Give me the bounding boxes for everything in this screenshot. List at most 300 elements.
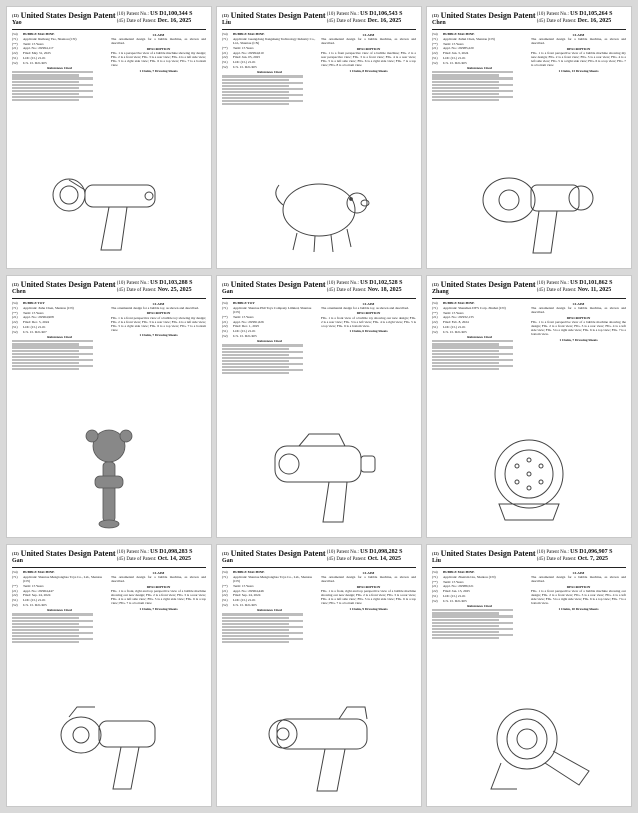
filed-date: Jan. 13, 2025 <box>451 589 470 594</box>
claim-heading: CLAIM <box>572 571 585 575</box>
application-number: 29/994,610 <box>248 50 264 55</box>
uscl-tag-label: (52) <box>432 329 438 334</box>
filed-tag-label: (22) <box>12 593 18 598</box>
description-heading: DESCRIPTION <box>566 584 591 589</box>
applicant: Guangdong Jiangsheng Technology Industry Co., Ltd., Shantou (CN) <box>233 36 316 45</box>
figure-caption: 1 Claim, 7 Drawing Sheets <box>139 606 178 611</box>
patent-title: United States Design Patent <box>20 549 116 558</box>
claim-text: The ornamental design for a bubble machine, as shown and described. <box>531 37 626 46</box>
description-heading: DESCRIPTION <box>146 311 171 316</box>
figure-caption: 1 Claim, 7 Drawing Sheets <box>139 333 178 338</box>
patent-no-label: Patent No.: <box>126 550 149 555</box>
description-text: FIG. 1 is a perspective view of a bubble machine showing my design; FIG. 2 is a front view; FIG. 3 is a rear view; FIG. 4 is a left side view; FIG. 5 is a right side view; FIG. 6 is a top view; FIG. 7 is a bottom view. <box>111 50 206 68</box>
appl-tag-label: (21) <box>432 315 438 320</box>
applicant: Shenzhen DYS Corp. Zhuhai (CN) <box>458 305 506 310</box>
filed-label-label: Filed: <box>23 320 31 325</box>
term: 15 Years <box>31 310 44 315</box>
filed-date: Feb. 8, 2024 <box>451 320 469 325</box>
claim-text: The ornamental design for a bubble machine, as shown and described. <box>321 37 416 46</box>
appl-tag-label: (21) <box>432 584 438 589</box>
filed-tag-label: (22) <box>222 593 228 598</box>
appl-tag-label: (21) <box>222 319 228 324</box>
applicant-tag-label: (71) <box>432 305 438 310</box>
patent-no-label: Patent No.: <box>546 281 569 286</box>
term-label-label: Term: <box>23 583 32 588</box>
references-heading: References Cited <box>467 604 492 609</box>
loc-class: 21-01 <box>37 324 46 329</box>
filed-tag-label: (22) <box>222 324 228 329</box>
appl-tag-label: (21) <box>222 50 228 55</box>
claim-heading: CLAIM <box>362 302 375 306</box>
term: 15 Years <box>451 41 464 46</box>
term: 15 Years <box>451 579 464 584</box>
subject-tag-label: (54) <box>222 301 228 305</box>
term-tag-label: (**) <box>12 583 18 588</box>
appl-tag-label: (21) <box>12 588 18 593</box>
uscl-tag-label: (52) <box>432 598 438 603</box>
term: 15 Years <box>31 583 44 588</box>
patent-page-2[interactable] <box>216 6 422 269</box>
patent-page-7[interactable] <box>6 544 212 807</box>
applicant-label-label: Applicant: <box>233 305 248 310</box>
loc-tag-label: (51) <box>432 324 438 329</box>
description-text: FIG. 1 is a front, right and top perspective view of a bubble machine showing our new design; FIG. 2 is a front view; FIG. 3 is a rear view; FIG. 4 is a left side view; FIG. 5 is a right side view; FIG. 6 is a top view; FIG. 7 is a bottom view. <box>321 588 416 606</box>
patent-header: $^{(12)}$ United States Design Patent Yao (10) Patent No.: US D1,100,344 S (45) Date of Patent: Dec. 16, 2025 <box>12 11 206 30</box>
claim-heading: CLAIM <box>152 302 165 306</box>
us-class: D21/405 <box>34 60 47 65</box>
subject: BUBBLE MACHINE <box>443 570 475 574</box>
subject-tag-label: (54) <box>222 32 228 36</box>
filed-tag-label: (22) <box>432 320 438 325</box>
subject: BUBBLE MACHINE <box>23 570 55 574</box>
date-label: Date of Patent: <box>546 288 577 293</box>
application-number: 29/985,220 <box>458 46 474 51</box>
term: 15 Years <box>451 310 464 315</box>
term-tag-label: (**) <box>432 41 438 46</box>
appl-label-label: Appl. No.: <box>443 315 458 320</box>
patent-no-label: Patent No.: <box>126 12 149 17</box>
patent-header: $^{(12)}$ United States Design Patent Gan (10) Patent No.: US D1,102,528 S (45) Date of Patent: Nov. 18, 2025 <box>222 280 416 299</box>
patent-date: Dec. 16, 2025 <box>367 18 402 24</box>
applicant: Shantou Phil Toys Company Limited, Shantou (CN) <box>233 305 312 314</box>
references-heading: References Cited <box>467 66 492 71</box>
filed-label-label: Filed: <box>23 593 31 598</box>
term-label-label: Term: <box>233 314 242 319</box>
inventor-name: Yao <box>12 20 22 26</box>
applicant-tag-label: (71) <box>12 574 18 579</box>
appl-label-label: Appl. No.: <box>23 46 38 51</box>
filed-label-label: Filed: <box>443 589 451 594</box>
date-label: Date of Patent: <box>546 19 577 24</box>
filed-tag-label: (22) <box>12 51 18 56</box>
term: 15 Years <box>31 41 44 46</box>
filed-date: Sep. 24, 2024 <box>31 593 51 598</box>
application-number: 29/964,446 <box>248 588 264 593</box>
term-label-label: Term: <box>443 310 452 315</box>
subject: BUBBLE MACHINE <box>233 32 265 36</box>
patent-page-9[interactable] <box>426 544 632 807</box>
subject-tag-label: (54) <box>12 301 18 305</box>
description-text: FIG. 1 is a front perspective view of a bubble machine; FIG. 2 is a rear perspective view; FIG. 3 is a front view; FIG. 4 is a rear view; FIG. 5 is a left side view; FIG. 6 is a right side view; FIG. 7 is a top view; FIG. 8 is a bottom view. <box>321 50 416 68</box>
loc-class: 21-01 <box>457 593 466 598</box>
filed-tag-label: (22) <box>432 589 438 594</box>
applicant: Zhenxin Liu, Shantou (CN) <box>458 574 496 579</box>
drawing-bubble-cannon <box>429 154 629 266</box>
appl-label-label: Appl. No.: <box>233 319 248 324</box>
patent-date: Oct. 14, 2025 <box>157 556 191 562</box>
loc-class: 21-01 <box>37 55 46 60</box>
loc-tag-label: (51) <box>222 329 228 334</box>
loc-tag-label: (51) <box>12 598 18 603</box>
loc-label-label: LOC (Cl.) <box>23 324 37 329</box>
patent-header: $^{(12)}$ United States Design Patent Liu (10) Patent No.: US D1,096,907 S (45) Date of Patent: Oct. 7, 2025 <box>432 549 626 568</box>
applicant: Shantou Mengtongbao Toys Co., Ltd., Shantou (CN) <box>23 574 103 583</box>
appl-label-label: Appl. No.: <box>443 46 458 51</box>
term-label-label: Term: <box>443 41 452 46</box>
applicant: Jiahe Chen, Shantou (CN) <box>38 305 74 310</box>
description-heading: DESCRIPTION <box>146 46 171 51</box>
uscl-tag-label: (52) <box>222 333 228 338</box>
uscl-label-label: U.S. Cl. <box>443 329 454 334</box>
patent-number: US D1,098,282 S <box>360 549 403 555</box>
references-heading: References Cited <box>47 335 72 340</box>
filed-date: Sep. 24, 2024 <box>241 593 261 598</box>
uscl-label-label: U.S. Cl. <box>443 598 454 603</box>
patent-header: $^{(12)}$ United States Design Patent Liu (10) Patent No.: US D1,106,543 S (45) Date of Patent: Dec. 16, 2025 <box>222 11 416 30</box>
term-tag-label: (**) <box>12 41 18 46</box>
loc-class: 21-01 <box>37 598 46 603</box>
term-tag-label: (**) <box>222 314 228 319</box>
patent-number: US D1,096,907 S <box>570 549 613 555</box>
us-class: D21/405 <box>454 598 467 603</box>
figure-caption: 1 Claim, 6 Drawing Sheets <box>349 329 388 334</box>
claim-text: The ornamental design for a bubble machine, as shown and described. <box>321 575 416 584</box>
loc-class: 21-01 <box>457 324 466 329</box>
term-label-label: Term: <box>23 310 32 315</box>
term-label-label: Term: <box>23 41 32 46</box>
loc-class: 21-01 <box>457 55 466 60</box>
loc-tag-label: (51) <box>12 324 18 329</box>
claim-text: The ornamental design for a bubble toy, as shown and described. <box>321 306 409 311</box>
applicant-tag-label: (71) <box>12 36 18 41</box>
figure-caption: 1 Claim, 7 Drawing Sheets <box>559 337 598 342</box>
subject: BUBBLE MACHINE <box>233 570 265 574</box>
term-label-label: Term: <box>443 579 452 584</box>
filed-label-label: Filed: <box>233 55 241 60</box>
uscl-tag-label: (52) <box>12 60 18 65</box>
term-tag-label: (**) <box>222 45 228 50</box>
subject-tag-label: (54) <box>12 570 18 574</box>
uscl-label-label: U.S. Cl. <box>233 333 244 338</box>
description-text: FIG. 1 is a front perspective view of a bubble machine showing our design; FIG. 2 is a front view; FIG. 3 is a rear view; FIG. 4 is a left side view; FIG. 5 is a right side view; FIG. 6 is a top view; FIG. 7 is a bottom view. <box>531 588 626 606</box>
date-label: Date of Patent: <box>126 557 157 562</box>
term-label-label: Term: <box>233 583 242 588</box>
application-number: 29/994,117 <box>38 46 54 51</box>
description-heading: DESCRIPTION <box>356 46 381 51</box>
patent-number: US D1,102,528 S <box>360 280 403 286</box>
appl-label-label: Appl. No.: <box>233 50 248 55</box>
applicant-label-label: Applicant: <box>443 574 458 579</box>
applicant-label-label: Applicant: <box>23 305 38 310</box>
drawing-bubble-blaster <box>219 423 419 535</box>
patent-number: US D1,098,283 S <box>150 549 193 555</box>
appl-tag-label: (21) <box>222 588 228 593</box>
subject: BUBBLE MACHINE <box>443 32 475 36</box>
subject-tag-label: (54) <box>432 301 438 305</box>
filed-date: Jun. 3, 2024 <box>451 51 469 56</box>
patent-date: Oct. 14, 2025 <box>367 556 401 562</box>
patent-no-label: Patent No.: <box>336 550 359 555</box>
loc-tag-label: (51) <box>12 55 18 60</box>
term-tag-label: (**) <box>432 579 438 584</box>
patent-date: Oct. 7, 2025 <box>577 556 608 562</box>
filed-date: Jun. 05, 2025 <box>241 55 261 60</box>
inventor-name: Liu <box>432 558 442 564</box>
claim-text: The ornamental design for a bubble machine, as shown and described. <box>111 37 206 46</box>
uscl-label-label: U.S. Cl. <box>443 60 454 65</box>
subject: BUBBLE MACHINE <box>443 301 475 305</box>
references-heading: References Cited <box>257 70 282 75</box>
us-class: D21/407 <box>34 329 47 334</box>
uscl-tag-label: (52) <box>222 602 228 607</box>
applicant-label-label: Applicant: <box>233 574 248 579</box>
filed-date: Dec. 1, 2025 <box>241 324 260 329</box>
description-text: FIG. 1 is a front, right and top perspective view of a bubble machine showing our new design; FIG. 2 is a front view; FIG. 3 is a rear view; FIG. 4 is a left side view; FIG. 5 is a right side view; FIG. 6 is a top view; FIG. 7 is a bottom view. <box>111 588 206 606</box>
subject-tag-label: (54) <box>432 570 438 574</box>
loc-label-label: LOC (Cl.) <box>443 593 457 598</box>
drawing-bubble-wand <box>9 423 209 535</box>
applicant: Shantou Mengtongbao Toys Co., Ltd., Shantou (CN) <box>233 574 313 583</box>
appl-label-label: Appl. No.: <box>443 584 458 589</box>
patent-date: Dec. 16, 2025 <box>577 18 612 24</box>
loc-tag-label: (51) <box>432 55 438 60</box>
date-label: Date of Patent: <box>336 19 367 24</box>
loc-label-label: LOC (Cl.) <box>233 329 247 334</box>
applicant-label-label: Applicant: <box>443 36 458 41</box>
term: 15 Years <box>241 314 254 319</box>
description-text: FIG. 1 is a front perspective view of a bubble machine showing the design; FIG. 2 is a front view; FIG. 3 is a rear view; FIG. 4 is a left side view; FIG. 5 is a right side view; FIG. 6 is a top view; FIG. 7 is a bottom view. <box>531 319 626 337</box>
subject: BUBBLE TOY <box>23 301 45 305</box>
description-text: FIG. 1 is a front perspective view of a bubble machine showing my new design; FIG. 2 is a front view; FIG. 3 is a rear view; FIG. 4 is a left side view; FIG. 5 is a right side view; FIG. 6 is a top view; FIG. 7 is a bottom view. <box>531 50 626 68</box>
patent-no-label: Patent No.: <box>126 281 149 286</box>
uscl-label-label: U.S. Cl. <box>23 329 34 334</box>
loc-class: 21-01 <box>247 60 256 65</box>
figure-caption: 1 Claim, 13 Drawing Sheets <box>558 68 599 73</box>
inventor-name: Chen <box>12 289 26 295</box>
patent-number: US D1,103,288 S <box>150 280 193 286</box>
patent-date: Nov. 18, 2025 <box>367 287 402 293</box>
applicant-label-label: Applicant: <box>23 36 38 41</box>
date-label: Date of Patent: <box>126 19 157 24</box>
applicant-tag-label: (71) <box>222 574 228 579</box>
uscl-tag-label: (52) <box>12 329 18 334</box>
applicant-tag-label: (71) <box>12 305 18 310</box>
term-label-label: Term: <box>233 45 242 50</box>
patent-number: US D1,106,543 S <box>360 11 403 17</box>
description-heading: DESCRIPTION <box>356 311 381 316</box>
applicant-label-label: Applicant: <box>23 574 38 579</box>
filed-label-label: Filed: <box>443 51 451 56</box>
claim-heading: CLAIM <box>152 571 165 575</box>
loc-tag-label: (51) <box>432 593 438 598</box>
figure-caption: 1 Claim, 10 Drawing Sheets <box>558 606 599 611</box>
patent-title: United States Design Patent <box>20 11 116 20</box>
claim-text: The ornamental design for a bubble machine, as shown and described. <box>111 575 206 584</box>
drawing-bubble-pig <box>219 154 419 266</box>
uscl-label-label: U.S. Cl. <box>233 64 244 69</box>
patent-date: Nov. 25, 2025 <box>157 287 192 293</box>
us-class: D21/405 <box>454 329 467 334</box>
drawing-bubble-gun <box>9 154 209 266</box>
drawing-bubble-gun-2 <box>219 692 419 804</box>
patent-no-label: Patent No.: <box>546 12 569 17</box>
applicant-tag-label: (71) <box>222 305 228 310</box>
description-heading: DESCRIPTION <box>356 584 381 589</box>
term: 15 Years <box>241 583 254 588</box>
patent-title: United States Design Patent <box>440 549 536 558</box>
filed-label-label: Filed: <box>23 51 31 56</box>
patent-page-5[interactable] <box>216 275 422 538</box>
term-tag-label: (**) <box>432 310 438 315</box>
applicant: Jiahui Chen, Shantou (CN) <box>458 36 495 41</box>
subject-tag-label: (54) <box>12 32 18 36</box>
claim-text: The ornamental design for a bubble machine, as shown and described. <box>531 306 626 315</box>
figure-caption: 1 Claim, 8 Drawing Sheets <box>349 68 388 73</box>
claim-text: The ornamental design for a bubble toy, as shown and described. <box>111 306 199 311</box>
inventor-name: Chen <box>432 20 446 26</box>
inventor-name: Zhang <box>432 289 449 295</box>
uscl-label-label: U.S. Cl. <box>23 60 34 65</box>
filed-tag-label: (22) <box>222 55 228 60</box>
appl-tag-label: (21) <box>12 46 18 51</box>
loc-label-label: LOC (Cl.) <box>233 60 247 65</box>
patent-no-label: Patent No.: <box>336 12 359 17</box>
description-heading: DESCRIPTION <box>146 584 171 589</box>
description-heading: DESCRIPTION <box>566 46 591 51</box>
patent-no-label: Patent No.: <box>336 281 359 286</box>
applicant-tag-label: (71) <box>432 574 438 579</box>
patent-page-6[interactable] <box>426 275 632 538</box>
loc-tag-label: (51) <box>222 60 228 65</box>
applicant: Ruihong Yao, Shantou (CN) <box>38 36 77 41</box>
loc-class: 21-01 <box>247 329 256 334</box>
us-class: D21/405 <box>244 64 257 69</box>
application-number: 29/964,908 <box>38 315 54 320</box>
uscl-tag-label: (52) <box>12 602 18 607</box>
claim-heading: CLAIM <box>572 302 585 306</box>
filed-tag-label: (22) <box>432 51 438 56</box>
patent-header: $^{(12)}$ United States Design Patent Gan (10) Patent No.: US D1,098,283 S (45) Date of Patent: Oct. 14, 2025 <box>12 549 206 568</box>
drawing-bubble-dome <box>429 423 629 535</box>
patent-title: United States Design Patent <box>230 11 326 20</box>
application-number: 29/964,447 <box>38 588 54 593</box>
patent-date: Nov. 11, 2025 <box>577 287 612 293</box>
filed-label-label: Filed: <box>233 324 241 329</box>
subject: BUBBLE TOY <box>233 301 255 305</box>
patent-no-label: Patent No.: <box>546 550 569 555</box>
applicant-label-label: Applicant: <box>233 36 248 41</box>
loc-label-label: LOC (Cl.) <box>23 55 37 60</box>
date-label: Date of Patent: <box>126 288 157 293</box>
loc-tag-label: (51) <box>222 598 228 603</box>
uscl-label-label: U.S. Cl. <box>23 602 34 607</box>
patent-grid <box>6 6 632 807</box>
term: 15 Years <box>241 45 254 50</box>
references-heading: References Cited <box>257 339 282 344</box>
filed-label-label: Filed: <box>443 320 451 325</box>
applicant-tag-label: (71) <box>222 36 228 41</box>
patent-header: $^{(12)}$ United States Design Patent Chen (10) Patent No.: US D1,105,264 S (45) Date of Patent: Dec. 16, 2025 <box>432 11 626 30</box>
appl-tag-label: (21) <box>432 46 438 51</box>
applicant-label-label: Applicant: <box>443 305 458 310</box>
loc-label-label: LOC (Cl.) <box>443 324 457 329</box>
uscl-tag-label: (52) <box>432 60 438 65</box>
patent-page-3[interactable] <box>426 6 632 269</box>
appl-label-label: Appl. No.: <box>233 588 248 593</box>
inventor-name: Gan <box>222 289 234 295</box>
subject-tag-label: (54) <box>432 32 438 36</box>
uscl-tag-label: (52) <box>222 64 228 69</box>
claim-heading: CLAIM <box>152 33 165 37</box>
patent-number: US D1,105,264 S <box>570 11 613 17</box>
filed-tag-label: (22) <box>12 320 18 325</box>
patent-header: $^{(12)}$ United States Design Patent Zhang (10) Patent No.: US D1,101,862 S (45) Date of Patent: Nov. 11, 2025 <box>432 280 626 299</box>
uscl-label-label: U.S. Cl. <box>233 602 244 607</box>
subject: BUBBLE MACHINE <box>23 32 55 36</box>
loc-label-label: LOC (Cl.) <box>233 598 247 603</box>
references-heading: References Cited <box>47 608 72 613</box>
description-text: FIG. 1 is a front view of a bubble toy showing our new design; FIG. 2 is a rear view; FIG. 3 is a left view; FIG. 4 is a right view; FIG. 5 is a top view; FIG. 6 is a bottom view. <box>321 315 416 329</box>
patent-title: United States Design Patent <box>440 280 536 289</box>
figure-caption: 1 Claim, 7 Drawing Sheets <box>139 68 178 73</box>
us-class: D21/405 <box>244 333 257 338</box>
claim-text: The ornamental design for a bubble machine, as shown and described. <box>531 575 626 584</box>
references-heading: References Cited <box>47 66 72 71</box>
us-class: D21/405 <box>244 602 257 607</box>
patent-title: United States Design Patent <box>20 280 116 289</box>
references-heading: References Cited <box>257 608 282 613</box>
filed-label-label: Filed: <box>233 593 241 598</box>
appl-label-label: Appl. No.: <box>23 315 38 320</box>
patent-title: United States Design Patent <box>230 549 326 558</box>
patent-page-8[interactable] <box>216 544 422 807</box>
term-tag-label: (**) <box>222 583 228 588</box>
loc-label-label: LOC (Cl.) <box>443 55 457 60</box>
inventor-name: Gan <box>12 558 24 564</box>
drawing-bubble-blaster-2 <box>9 692 209 804</box>
appl-label-label: Appl. No.: <box>23 588 38 593</box>
description-text: FIG. 1 is a front perspective view of a bubble toy showing my design; FIG. 2 is a front view; FIG. 3 is a rear view; FIG. 4 is a left side view; FIG. 5 is a right side view; FIG. 6 is a top view; FIG. 7 is a bottom view. <box>111 315 206 333</box>
patent-title: United States Design Patent <box>440 11 536 20</box>
description-heading: DESCRIPTION <box>566 315 591 320</box>
application-number: 29/986,521 <box>458 584 474 589</box>
patent-page-4[interactable] <box>6 275 212 538</box>
patent-page-1[interactable] <box>6 6 212 269</box>
date-label: Date of Patent: <box>336 288 367 293</box>
applicant-tag-label: (71) <box>432 36 438 41</box>
date-label: Date of Patent: <box>546 557 577 562</box>
references-heading: References Cited <box>467 335 492 340</box>
loc-class: 21-01 <box>247 598 256 603</box>
patent-number: US D1,100,344 S <box>150 11 193 17</box>
drawing-bubble-machine-round <box>429 692 629 804</box>
claim-heading: CLAIM <box>362 33 375 37</box>
patent-date: Dec. 16, 2025 <box>157 18 192 24</box>
term-tag-label: (**) <box>12 310 18 315</box>
patent-title: United States Design Patent <box>230 280 326 289</box>
patent-header: $^{(12)}$ United States Design Patent Chen (10) Patent No.: US D1,103,288 S (45) Date of Patent: Nov. 25, 2025 <box>12 280 206 299</box>
us-class: D21/405 <box>34 602 47 607</box>
